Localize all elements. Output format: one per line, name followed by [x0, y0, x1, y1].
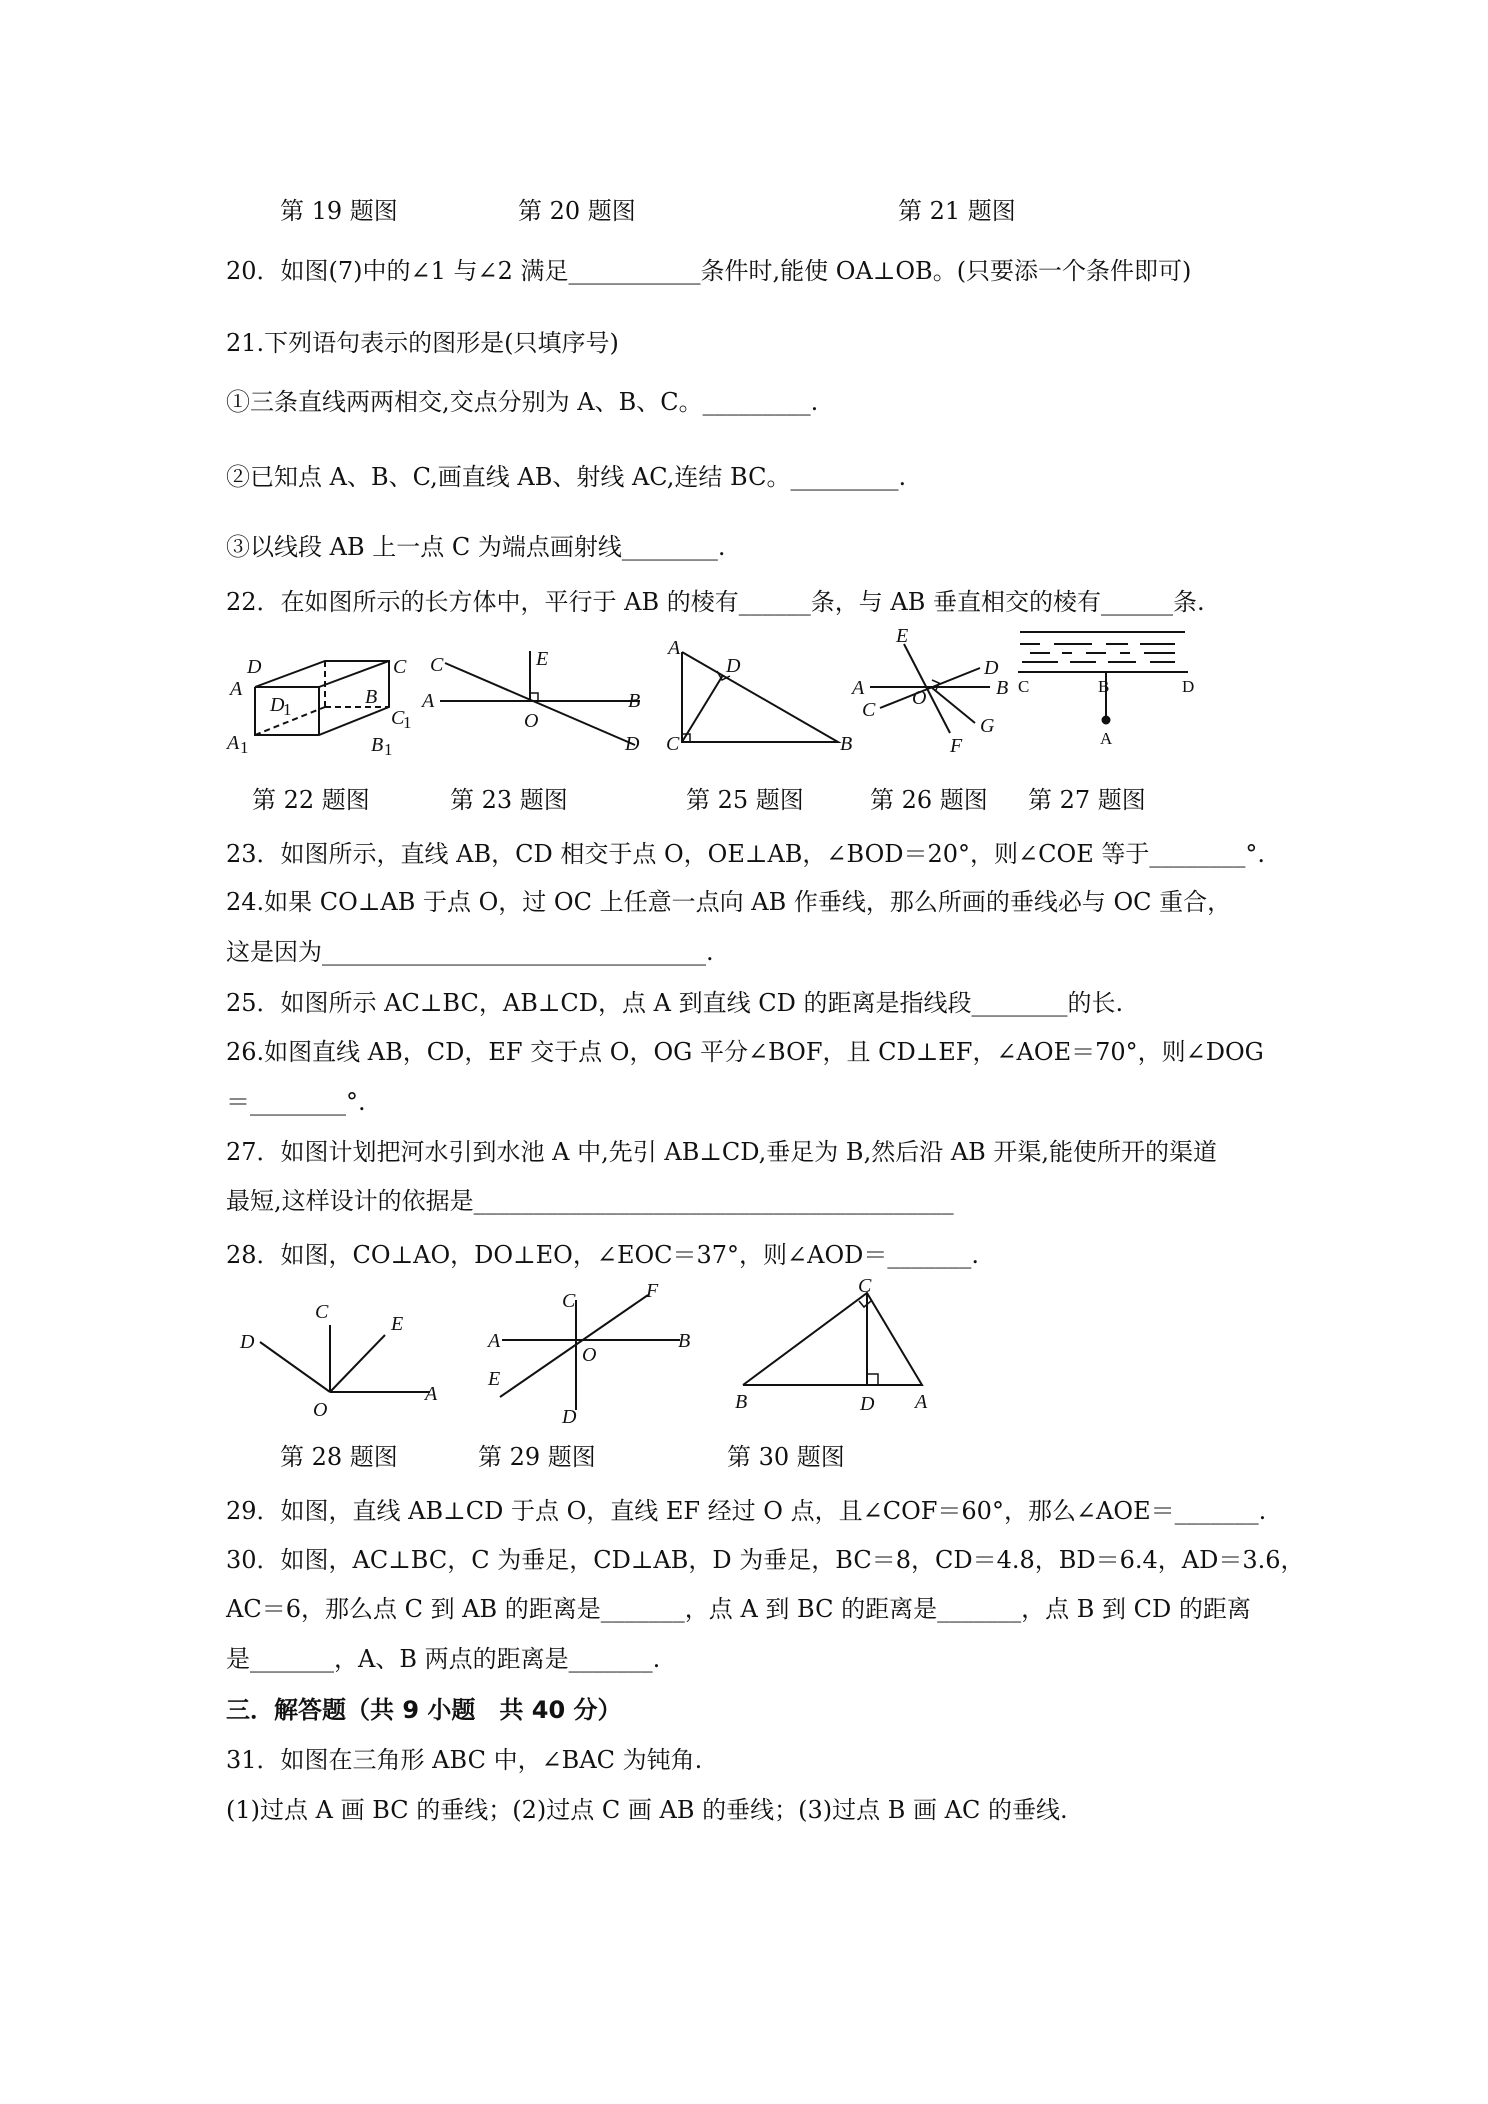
question-25: 25．如图所示 AC⊥BC，AB⊥CD，点 A 到直线 CD 的距离是指线段________的长. — [226, 989, 1124, 1017]
label-B: B — [678, 1330, 691, 1352]
question-21-item-2: ②已知点 A、B、C,画直线 AB、射线 AC,连结 BC。_________. — [226, 463, 907, 491]
label-A: A — [422, 690, 435, 712]
question-22: 22．在如图所示的长方体中，平行于 AB 的棱有______条，与 AB 垂直相交的棱有______条. — [226, 588, 1205, 616]
label-D1-sub: 1 — [283, 700, 292, 719]
label-B: B — [735, 1391, 748, 1413]
caption-fig25: 第 25 题图 — [686, 786, 804, 814]
label-E: E — [391, 1313, 404, 1335]
label-O: O — [313, 1399, 328, 1421]
label-D: D — [860, 1393, 875, 1415]
caption-fig28: 第 28 题图 — [280, 1443, 398, 1471]
label-B1: B — [371, 734, 384, 756]
label-C: C — [862, 699, 876, 721]
label-F: F — [646, 1280, 659, 1302]
question-26-line-2: ＝________°. — [226, 1088, 366, 1116]
label-C1-sub: 1 — [403, 713, 412, 732]
label-B1-sub: 1 — [384, 740, 393, 759]
question-29: 29．如图，直线 AB⊥CD 于点 O，直线 EF 经过 O 点，且∠COF＝60°，那么∠AOE＝_______. — [226, 1497, 1267, 1525]
question-30-line-3: 是_______，A、B 两点的距离是_______. — [226, 1645, 661, 1673]
label-F: F — [950, 735, 963, 757]
figure-25-right-triangle — [660, 637, 860, 755]
label-A: A — [230, 678, 243, 700]
question-30-line-2: AC＝6，那么点 C 到 AB 的距离是_______，点 A 到 BC 的距离是_______，点 B 到 CD 的距离 — [226, 1595, 1251, 1623]
label-E: E — [536, 648, 549, 670]
label-A: A — [1100, 729, 1113, 748]
question-26-line-1: 26.如图直线 AB，CD，EF 交于点 O，OG 平分∠BOF，且 CD⊥EF，∠AOE＝70°，则∠DOG — [226, 1038, 1264, 1066]
question-20: 20．如图(7)中的∠1 与∠2 满足___________条件时,能使 OA⊥OB。(只要添一个条件即可) — [226, 257, 1192, 285]
label-B: B — [628, 690, 641, 712]
figure-26-three-lines — [840, 625, 1020, 758]
caption-fig30: 第 30 题图 — [727, 1443, 845, 1471]
label-A: A — [425, 1383, 438, 1405]
label-B: B — [1098, 677, 1110, 696]
label-D: D — [1182, 677, 1195, 696]
question-31: 31．如图在三角形 ABC 中，∠BAC 为钝角. — [226, 1746, 703, 1774]
label-A1-sub: 1 — [240, 738, 249, 757]
label-B: B — [996, 677, 1009, 699]
caption-fig26: 第 26 题图 — [870, 786, 988, 814]
label-C: C — [858, 1275, 872, 1297]
caption-fig19: 第 19 题图 — [280, 197, 398, 225]
label-C: C — [315, 1301, 329, 1323]
figure-28-angles — [235, 1290, 455, 1425]
question-31-subparts: (1)过点 A 画 BC 的垂线；(2)过点 C 画 AB 的垂线；(3)过点 B 画 AC 的垂线. — [226, 1796, 1068, 1824]
caption-fig29: 第 29 题图 — [478, 1443, 596, 1471]
question-24-line-1: 24.如果 CO⊥AB 于点 O，过 OC 上任意一点向 AB 作垂线，那么所画的垂线必与 OC 重合， — [226, 888, 1232, 916]
label-C: C — [562, 1290, 576, 1312]
label-D: D — [562, 1406, 577, 1428]
caption-fig23: 第 23 题图 — [450, 786, 568, 814]
label-A: A — [488, 1330, 501, 1352]
label-O: O — [912, 687, 927, 709]
label-O: O — [524, 710, 539, 732]
label-D: D — [625, 733, 640, 755]
caption-fig21: 第 21 题图 — [898, 197, 1016, 225]
caption-fig20: 第 20 题图 — [518, 197, 636, 225]
label-A: A — [915, 1391, 928, 1413]
question-23: 23．如图所示，直线 AB，CD 相交于点 O，OE⊥AB，∠BOD＝20°，则∠COE 等于________°. — [226, 840, 1265, 868]
caption-fig22: 第 22 题图 — [252, 786, 370, 814]
label-D: D — [984, 657, 999, 679]
label-O: O — [582, 1344, 597, 1366]
question-24-line-2: 这是因为________________________________. — [226, 938, 714, 966]
figure-30-triangle-altitude — [725, 1275, 945, 1420]
label-D1: D — [270, 694, 285, 716]
label-C: C — [666, 733, 680, 755]
question-27-line-1: 27．如图计划把河水引到水池 A 中,先引 AB⊥CD,垂足为 B,然后沿 AB 开渠,能使所开的渠道 — [226, 1138, 1218, 1166]
figure-22-cuboid — [225, 655, 412, 760]
question-30-line-1: 30．如图，AC⊥BC，C 为垂足，CD⊥AB，D 为垂足，BC＝8，CD＝4.8，BD＝6.4，AD＝3.6， — [226, 1546, 1305, 1574]
question-27-line-2: 最短,这样设计的依据是________________________________________ — [226, 1187, 954, 1215]
section-3-heading: 三．解答题（共 9 小题 共 40 分） — [226, 1696, 622, 1724]
label-D: D — [726, 655, 741, 677]
figure-27-river-canal — [1010, 628, 1210, 758]
label-E: E — [896, 625, 909, 647]
label-A1: A — [227, 732, 240, 754]
label-B: B — [840, 733, 853, 755]
figure-29-perpendicular-lines — [480, 1280, 700, 1430]
label-C: C — [1018, 677, 1030, 696]
label-G: G — [980, 715, 995, 737]
label-C1: C — [391, 707, 405, 729]
label-A: A — [668, 637, 681, 659]
question-28: 28．如图，CO⊥AO，DO⊥EO，∠EOC＝37°，则∠AOD＝_______. — [226, 1241, 980, 1269]
question-21-item-3: ③以线段 AB 上一点 C 为端点画射线________. — [226, 533, 726, 561]
label-D: D — [240, 1331, 255, 1353]
question-21: 21.下列语句表示的图形是(只填序号) — [226, 329, 619, 357]
caption-fig27: 第 27 题图 — [1028, 786, 1146, 814]
label-B: B — [365, 686, 378, 708]
label-C: C — [393, 656, 407, 678]
label-E: E — [488, 1368, 501, 1390]
label-A: A — [852, 677, 865, 699]
label-D: D — [247, 656, 262, 678]
label-C: C — [430, 654, 444, 676]
question-21-item-1: ①三条直线两两相交,交点分别为 A、B、C。_________. — [226, 388, 819, 416]
figure-23-intersecting-lines — [420, 645, 660, 755]
